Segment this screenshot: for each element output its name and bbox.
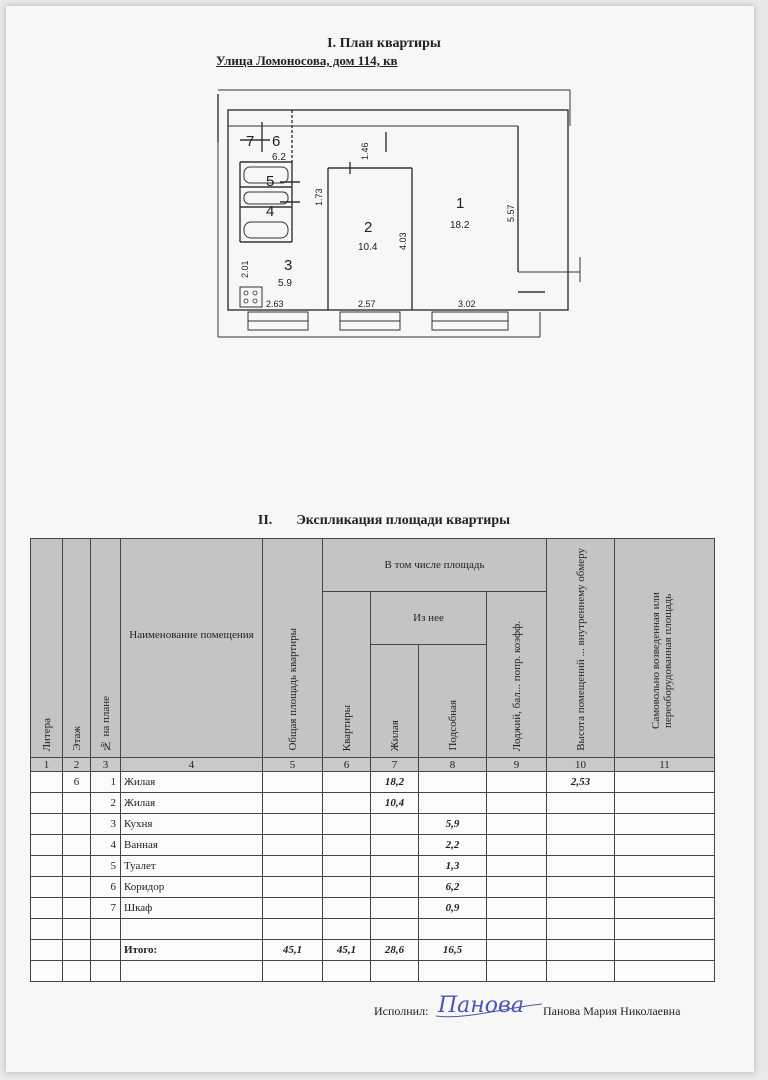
header-total: Общая площадь квартиры <box>263 539 323 758</box>
dim-257: 2.57 <box>358 299 376 309</box>
table-row <box>31 814 715 835</box>
self-built-cell <box>615 835 715 856</box>
table-row <box>31 772 715 793</box>
loggia-cell <box>487 877 547 898</box>
dim-146: 1.46 <box>360 142 370 160</box>
header-living: Жилая <box>371 645 419 758</box>
total-living: 28,6 <box>371 940 419 961</box>
col-num: 10 <box>547 758 615 772</box>
loggia-cell <box>487 814 547 835</box>
self-built-cell <box>615 856 715 877</box>
room-5-number: 5 <box>266 173 275 190</box>
table-row <box>31 835 715 856</box>
plan-no-cell: 3 <box>91 814 121 835</box>
floor-plan <box>200 82 600 352</box>
room-name-cell: Кухня <box>121 814 263 835</box>
apt-cell <box>323 856 371 877</box>
executor-label: Исполнил: <box>374 1004 429 1018</box>
table-row <box>31 856 715 877</box>
living-cell: 18,2 <box>371 772 419 793</box>
total-label: Итого: <box>121 940 263 961</box>
self-built-cell <box>615 877 715 898</box>
self-built-cell <box>615 772 715 793</box>
living-cell: 10,4 <box>371 793 419 814</box>
section-2-heading: Экспликация площади квартиры <box>296 513 511 528</box>
loggia-cell <box>487 793 547 814</box>
explication-table <box>30 538 715 982</box>
total-cell <box>263 898 323 919</box>
room-name-cell: Ванная <box>121 835 263 856</box>
litera-cell <box>31 877 63 898</box>
total-cell <box>263 835 323 856</box>
apt-cell <box>323 877 371 898</box>
room-2-number: 2 <box>364 219 373 236</box>
aux-cell: 0,9 <box>419 898 487 919</box>
total-cell <box>263 772 323 793</box>
header-plan-no: № на плане <box>91 539 121 758</box>
apt-cell <box>323 835 371 856</box>
svg-text:Панова: Панова <box>438 993 524 1018</box>
apt-cell <box>323 898 371 919</box>
executor-name: Панова Мария Николаевна <box>543 1004 681 1018</box>
total-cell <box>263 856 323 877</box>
plan-no-cell: 6 <box>91 877 121 898</box>
aux-cell: 6,2 <box>419 877 487 898</box>
plan-title: I. План квартиры <box>327 36 441 51</box>
loggia-cell <box>487 856 547 877</box>
loggia-cell <box>487 898 547 919</box>
room-6-number: 6 <box>272 133 281 150</box>
empty-row <box>31 961 715 982</box>
dim-173: 1.73 <box>314 188 324 206</box>
dim-403: 4.03 <box>398 232 408 250</box>
dim-201: 2.01 <box>240 260 250 278</box>
loggia-cell <box>487 772 547 793</box>
aux-cell: 5,9 <box>419 814 487 835</box>
col-num: 3 <box>91 758 121 772</box>
total-row <box>31 940 715 961</box>
plan-no-cell: 5 <box>91 856 121 877</box>
floor-cell <box>63 898 91 919</box>
aux-cell <box>419 772 487 793</box>
col-num: 9 <box>487 758 547 772</box>
dim-557: 5.57 <box>506 204 516 222</box>
table-row <box>31 793 715 814</box>
header-height: Высота помещений ... внутреннему обмеру <box>547 539 615 758</box>
apt-cell <box>323 772 371 793</box>
col-num: 11 <box>615 758 715 772</box>
header-of-which: Из нее <box>371 592 487 645</box>
apt-cell <box>323 814 371 835</box>
room-7-number: 7 <box>246 133 255 150</box>
header-floor: Этаж <box>63 539 91 758</box>
litera-cell <box>31 793 63 814</box>
room-4-number: 4 <box>266 203 275 220</box>
room-3-number: 3 <box>284 257 293 274</box>
litera-cell <box>31 835 63 856</box>
litera-cell <box>31 814 63 835</box>
total-total: 45,1 <box>263 940 323 961</box>
header-apt: Квартиры <box>323 592 371 758</box>
floor-cell <box>63 877 91 898</box>
address-line: Улица Ломоносова, дом 114, кв <box>216 53 398 68</box>
column-numbers-row <box>31 758 715 772</box>
floor-cell <box>63 835 91 856</box>
col-num: 1 <box>31 758 63 772</box>
plan-no-cell: 4 <box>91 835 121 856</box>
header-self-built: Самовольно возведенная или переоборудованная площадь <box>615 539 715 758</box>
room-name-cell: Жилая <box>121 793 263 814</box>
litera-cell <box>31 772 63 793</box>
self-built-cell <box>615 793 715 814</box>
litera-cell <box>31 856 63 877</box>
self-built-cell <box>615 814 715 835</box>
room-name-cell: Жилая <box>121 772 263 793</box>
floor-cell: 6 <box>63 772 91 793</box>
empty-row <box>31 919 715 940</box>
header-aux: Подсобная <box>419 645 487 758</box>
living-cell <box>371 877 419 898</box>
living-cell <box>371 898 419 919</box>
total-cell <box>263 877 323 898</box>
litera-cell <box>31 898 63 919</box>
height-cell: 2,53 <box>547 772 615 793</box>
apt-cell <box>323 793 371 814</box>
loggia-cell <box>487 835 547 856</box>
aux-cell: 2,2 <box>419 835 487 856</box>
section-2-title <box>0 513 768 529</box>
col-num: 6 <box>323 758 371 772</box>
height-cell <box>547 856 615 877</box>
header-incl: В том числе площадь <box>323 539 547 592</box>
height-cell <box>547 835 615 856</box>
plan-no-cell: 1 <box>91 772 121 793</box>
total-apt: 45,1 <box>323 940 371 961</box>
floor-cell <box>63 856 91 877</box>
col-num: 4 <box>121 758 263 772</box>
dim-302: 3.02 <box>458 299 476 309</box>
total-cell <box>263 793 323 814</box>
table-row <box>31 877 715 898</box>
room-name-cell: Туалет <box>121 856 263 877</box>
living-cell <box>371 835 419 856</box>
col-num: 2 <box>63 758 91 772</box>
executor-signature <box>434 986 544 1022</box>
section-2-number: II. <box>257 513 273 528</box>
room-6-area: 6.2 <box>272 152 286 163</box>
room-1-area: 18.2 <box>450 220 470 231</box>
header-litera: Литера <box>31 539 63 758</box>
room-1-number: 1 <box>456 195 465 212</box>
height-cell <box>547 877 615 898</box>
room-name-cell: Коридор <box>121 877 263 898</box>
height-cell <box>547 793 615 814</box>
height-cell <box>547 814 615 835</box>
plan-no-cell: 7 <box>91 898 121 919</box>
floor-cell <box>63 814 91 835</box>
total-aux: 16,5 <box>419 940 487 961</box>
total-cell <box>263 814 323 835</box>
room-2-area: 10.4 <box>358 242 378 253</box>
plan-no-cell: 2 <box>91 793 121 814</box>
col-num: 7 <box>371 758 419 772</box>
aux-cell: 1,3 <box>419 856 487 877</box>
header-name: Наименование помещения <box>121 539 263 758</box>
height-cell <box>547 898 615 919</box>
living-cell <box>371 814 419 835</box>
header-loggia: Лоджий, бал... попр. коэфф. <box>487 592 547 758</box>
self-built-cell <box>615 898 715 919</box>
living-cell <box>371 856 419 877</box>
room-name-cell: Шкаф <box>121 898 263 919</box>
floor-cell <box>63 793 91 814</box>
col-num: 5 <box>263 758 323 772</box>
col-num: 8 <box>419 758 487 772</box>
table-row <box>31 898 715 919</box>
dim-263: 2.63 <box>266 299 284 309</box>
aux-cell <box>419 793 487 814</box>
room-3-area: 5.9 <box>278 278 292 289</box>
